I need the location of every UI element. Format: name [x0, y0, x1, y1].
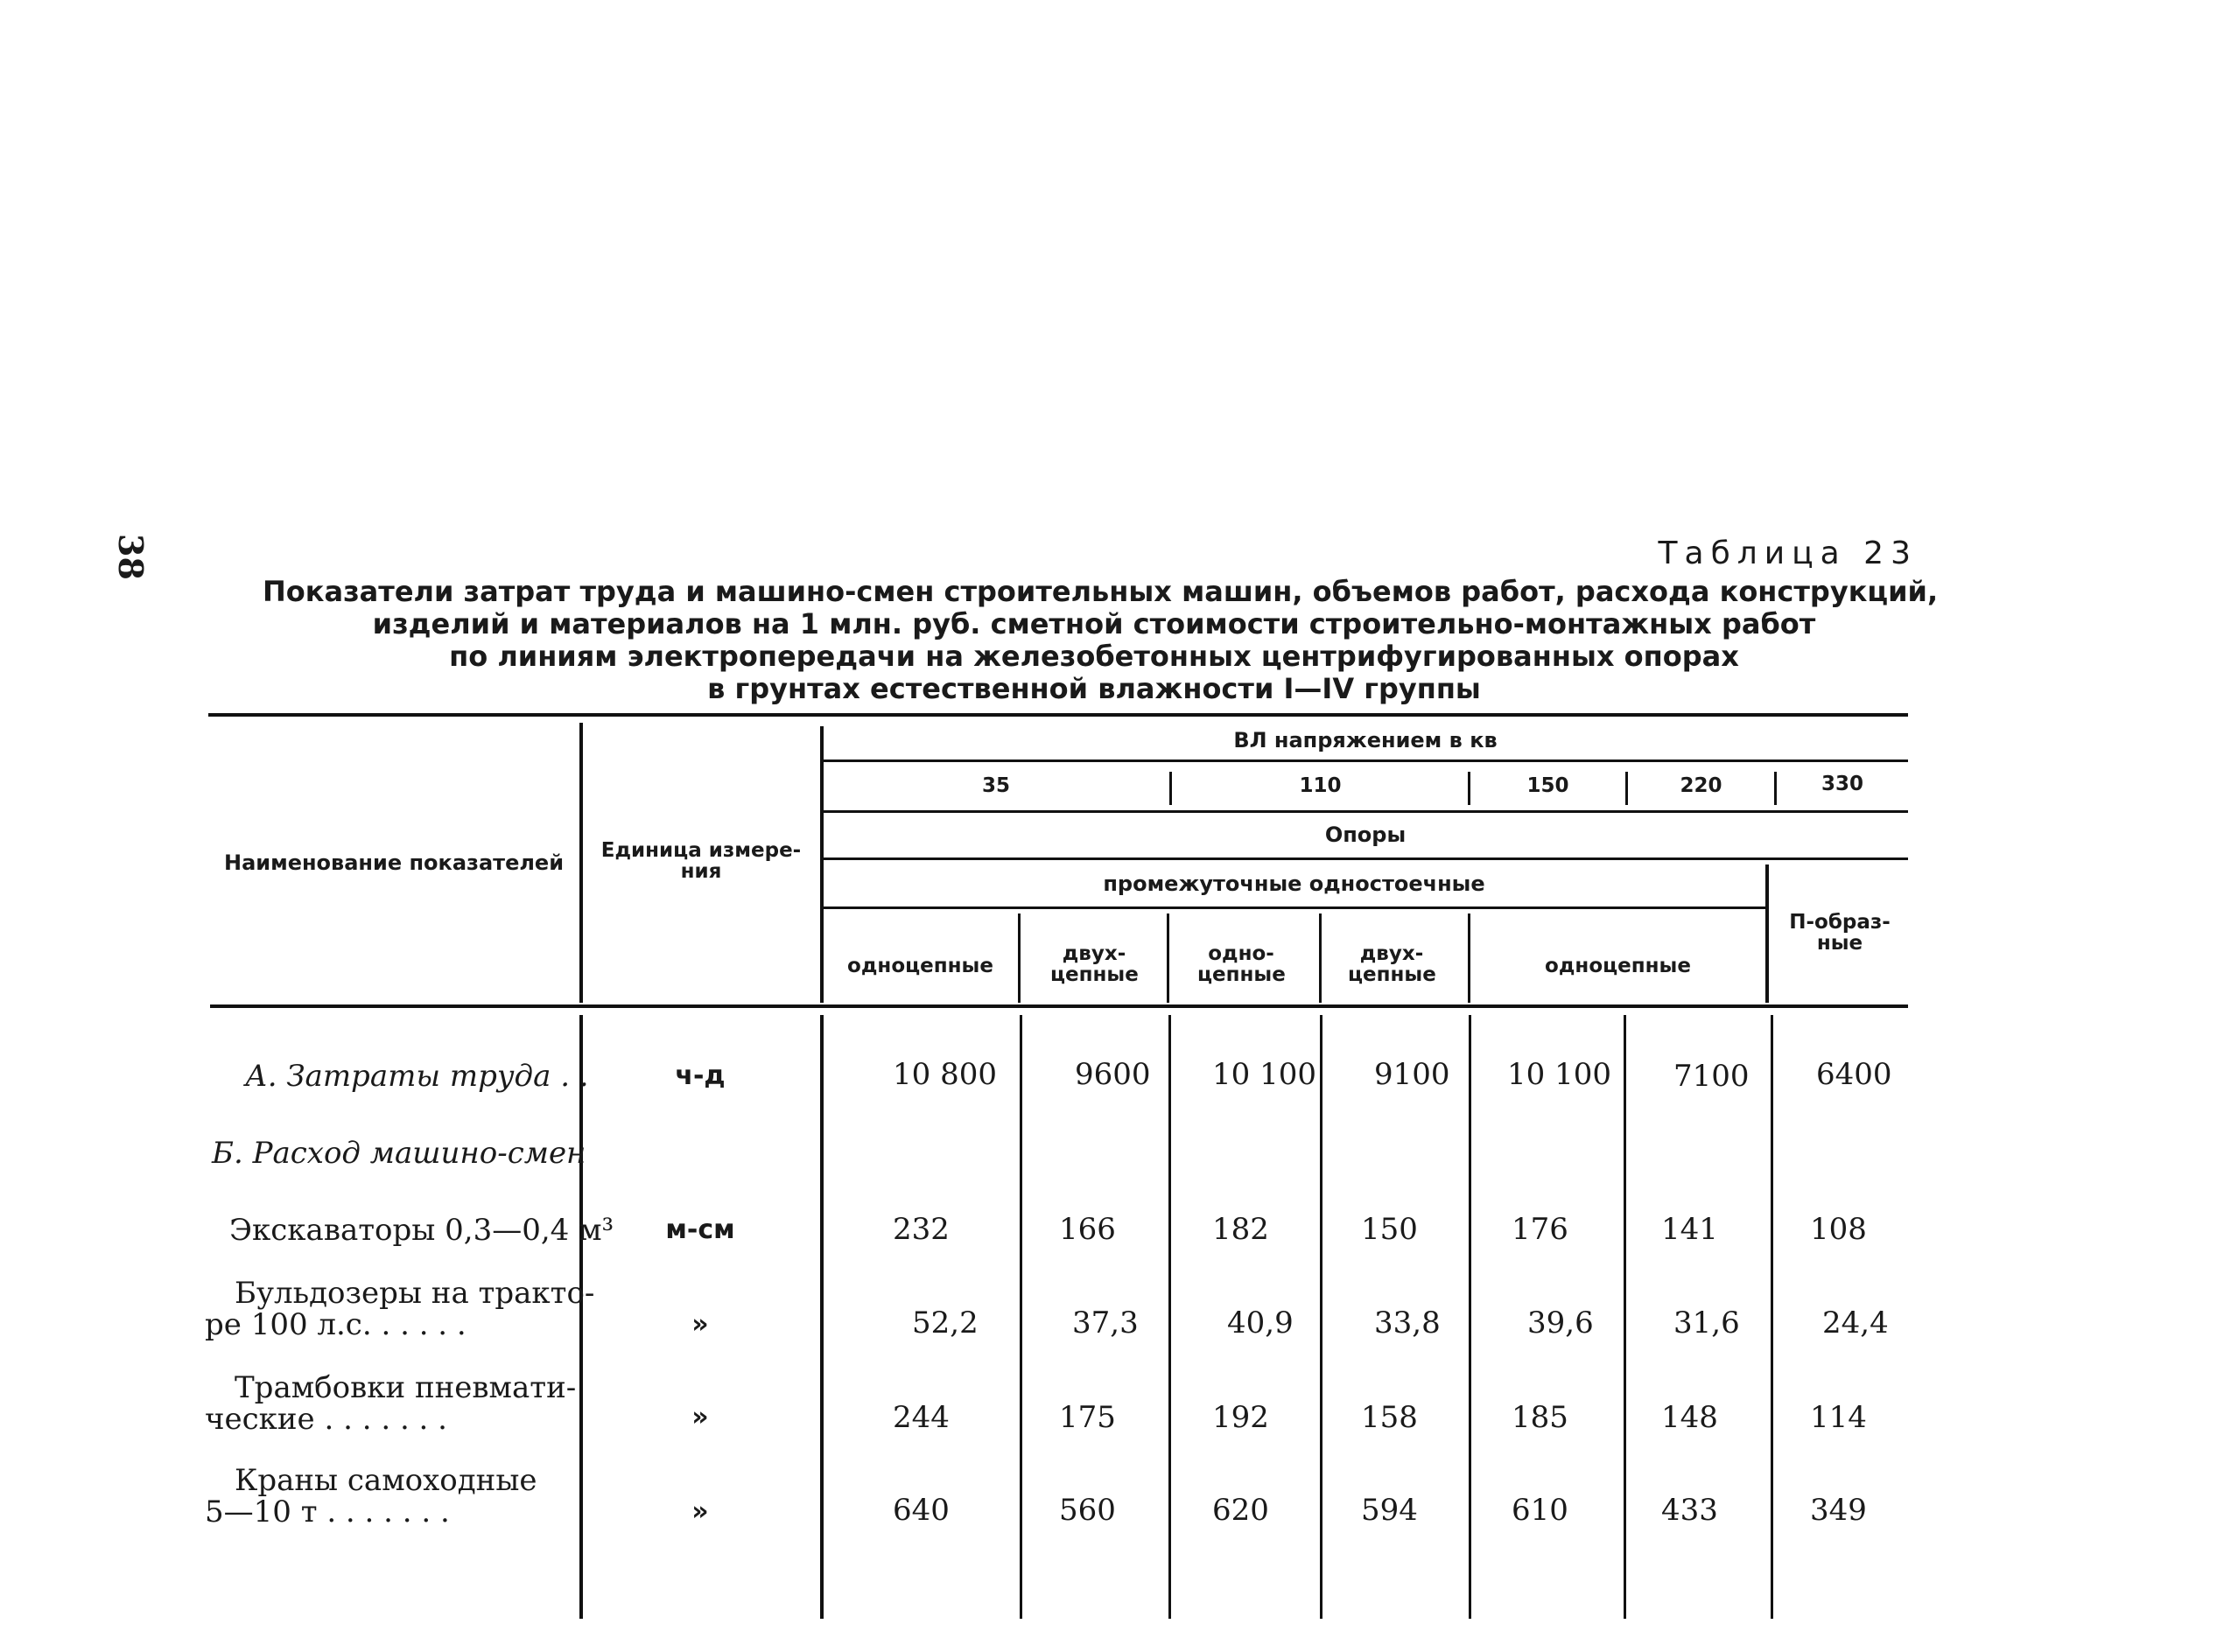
value-cell: 640	[893, 1493, 950, 1528]
value-cell: 349	[1810, 1493, 1867, 1528]
value-cell: 10 100	[1212, 1057, 1316, 1092]
top-rule	[208, 713, 1908, 717]
value-cell: 176	[1512, 1212, 1568, 1247]
row-label-tampers-cont: ческие . . . . . . .	[205, 1402, 447, 1437]
row-label-cranes-cont: 5—10 т . . . . . . .	[205, 1494, 450, 1530]
value-cell: 185	[1512, 1400, 1568, 1435]
value-cell: 10 100	[1507, 1057, 1611, 1092]
value-cell: 232	[893, 1212, 950, 1247]
col-divider	[1167, 914, 1169, 1003]
value-cell: 37,3	[1072, 1306, 1139, 1340]
value-cell: 114	[1810, 1400, 1867, 1435]
row-label-cranes: Краны самоходные	[235, 1463, 537, 1498]
table-label: Таблица 23	[1658, 536, 1918, 571]
value-cell: 175	[1059, 1400, 1116, 1435]
header-unit: Единица измере-ния	[600, 839, 802, 883]
body-col-divider	[1168, 1015, 1171, 1619]
body-col-divider	[1624, 1015, 1626, 1619]
voltage-35: 35	[981, 774, 1010, 797]
voltage-220: 220	[1680, 774, 1722, 797]
title-line: Показатели затрат труда и машино-смен строительных машин, объемов работ, расхода конструкций,	[263, 575, 1939, 608]
title-line: изделий и материалов на 1 млн. руб. сметной стоимости строительно-монтажных работ	[372, 607, 1816, 640]
col-divider	[1018, 914, 1021, 1003]
value-cell: 31,6	[1673, 1306, 1740, 1340]
row-label-machine-shifts: Б. Расход машино-смен	[212, 1136, 586, 1171]
row-label-excavators: Экскаваторы 0,3—0,4 м³	[229, 1213, 614, 1248]
body-col-divider	[1020, 1015, 1022, 1619]
value-cell: 141	[1661, 1212, 1718, 1247]
value-cell: 594	[1361, 1493, 1418, 1528]
header-supports: Опоры	[1324, 822, 1407, 847]
value-cell: 9600	[1075, 1057, 1151, 1092]
sub-single-circuit: одноцепные	[847, 955, 993, 977]
value-cell: 10 800	[893, 1057, 997, 1092]
value-cell: 182	[1212, 1212, 1269, 1247]
title-line: в грунтах естественной влажности I—IV группы	[707, 672, 1481, 705]
value-cell: 560	[1059, 1493, 1116, 1528]
value-cell: 52,2	[912, 1306, 979, 1340]
header-p-shaped: П-образ-ные	[1789, 911, 1891, 955]
col-divider	[1169, 772, 1172, 805]
value-cell: 158	[1361, 1400, 1418, 1435]
sub-double-circuit: двух-цепные	[1348, 942, 1436, 986]
row-label-tampers: Трамбовки пневмати-	[235, 1370, 577, 1405]
unit-excavators: м-см	[665, 1214, 735, 1245]
sub-single-circuit: одноцепные	[1545, 955, 1691, 977]
value-cell: 9100	[1374, 1057, 1450, 1092]
body-col-divider	[1469, 1015, 1471, 1619]
value-cell: 108	[1810, 1212, 1867, 1247]
body-col-divider	[1320, 1015, 1322, 1619]
table-title	[263, 575, 1939, 705]
unit-cranes: »	[691, 1496, 709, 1527]
header-vl-voltage: ВЛ напряжением в кв	[1233, 728, 1498, 752]
body-col-divider	[820, 1015, 824, 1619]
body-col-divider	[1771, 1015, 1773, 1619]
col-divider	[1765, 864, 1769, 1003]
sub-double-circuit: двух-цепные	[1050, 942, 1139, 986]
value-cell: 150	[1361, 1212, 1418, 1247]
sub-single-circuit: одно-цепные	[1197, 942, 1286, 986]
value-cell: 6400	[1816, 1057, 1892, 1092]
voltage-rule	[823, 760, 1908, 762]
value-cell: 40,9	[1227, 1306, 1294, 1340]
value-cell: 33,8	[1374, 1306, 1441, 1340]
value-cell: 620	[1212, 1493, 1269, 1528]
unit-labor: ч-д	[675, 1060, 726, 1091]
voltage-150: 150	[1526, 774, 1569, 797]
intermediate-rule	[823, 906, 1768, 909]
value-cell: 244	[893, 1400, 950, 1435]
page-number: 38	[111, 534, 151, 580]
value-cell: 192	[1212, 1400, 1269, 1435]
row-label-labor: А. Затраты труда . .	[245, 1059, 589, 1094]
value-cell: 7100	[1673, 1059, 1750, 1094]
unit-tampers: »	[691, 1402, 709, 1432]
value-cell: 166	[1059, 1212, 1116, 1247]
row-label-bulldozers-cont: ре 100 л.с. . . . . .	[205, 1307, 467, 1342]
value-cell: 433	[1661, 1493, 1718, 1528]
value-cell: 39,6	[1527, 1306, 1594, 1340]
supports-rule	[823, 858, 1908, 860]
col-divider	[1319, 914, 1322, 1003]
value-cell: 24,4	[1822, 1306, 1889, 1340]
value-cell: 148	[1661, 1400, 1718, 1435]
voltage-values-rule	[823, 810, 1908, 813]
voltage-110: 110	[1299, 774, 1342, 797]
header-intermediate: промежуточные одностоечные	[1103, 872, 1485, 896]
title-line: по линиям электропередачи на железобетонных центрифугированных опорах	[449, 640, 1739, 673]
row-label-bulldozers: Бульдозеры на тракто-	[235, 1276, 595, 1311]
voltage-330: 330	[1821, 773, 1863, 795]
value-cell: 610	[1512, 1493, 1568, 1528]
unit-bulldozers: »	[691, 1309, 709, 1340]
header-name: Наименование показателей	[223, 850, 565, 875]
header-bottom-rule	[210, 1004, 1908, 1008]
